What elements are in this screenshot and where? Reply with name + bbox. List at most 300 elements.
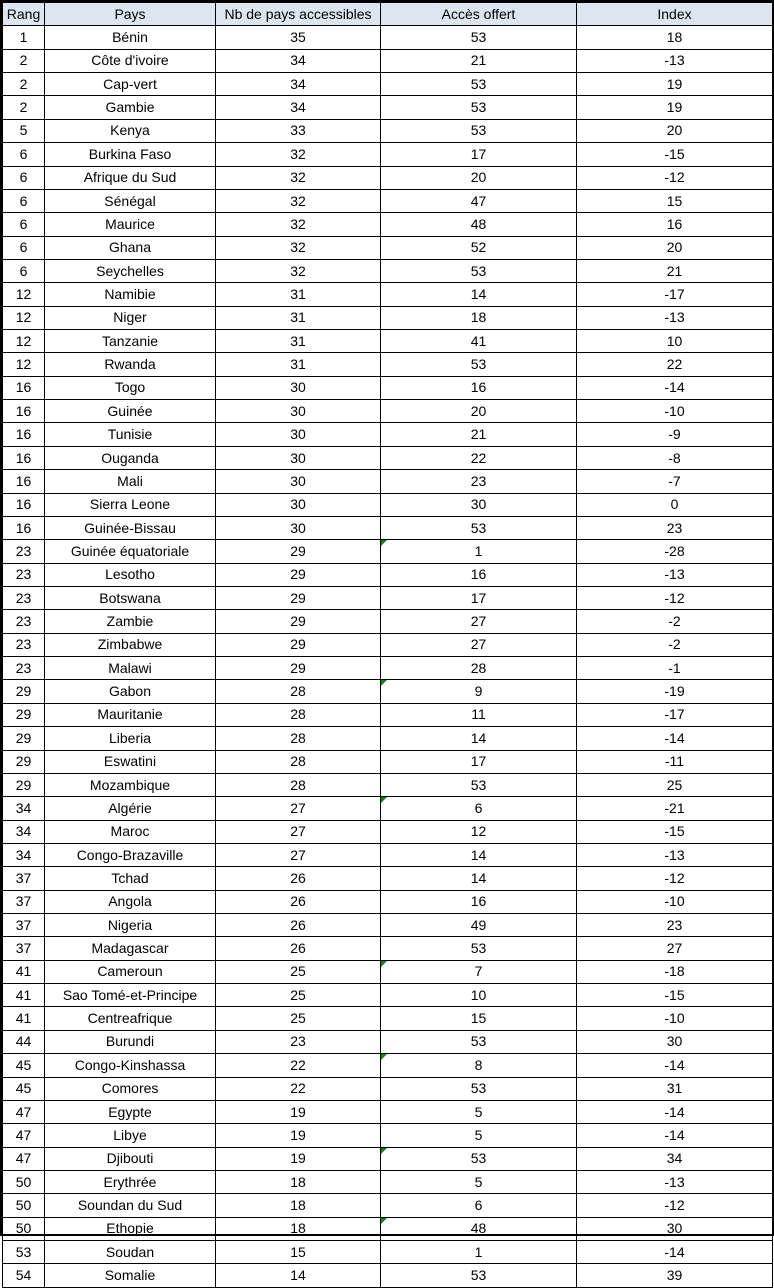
cell-nb-pays-accessibles[interactable]: 27: [216, 820, 381, 843]
cell-index[interactable]: 21: [577, 259, 773, 282]
cell-index[interactable]: -8: [577, 446, 773, 469]
cell-acces-offert[interactable]: 41: [381, 330, 577, 353]
cell-index[interactable]: -1: [577, 657, 773, 680]
cell-acces-offert[interactable]: 16: [381, 890, 577, 913]
cell-nb-pays-accessibles[interactable]: 19: [216, 1100, 381, 1123]
table-row: [3, 563, 773, 586]
cell-rang[interactable]: 6: [3, 189, 45, 212]
header-rang[interactable]: Rang: [3, 3, 45, 26]
cell-rang[interactable]: 6: [3, 236, 45, 259]
cell-index[interactable]: -2: [577, 633, 773, 656]
cell-pays[interactable]: Mozambique: [45, 773, 216, 796]
cell-rang[interactable]: 6: [3, 213, 45, 236]
cell-pays[interactable]: Ghana: [45, 236, 216, 259]
cell-nb-pays-accessibles[interactable]: 32: [216, 166, 381, 189]
cell-pays[interactable]: Nigeria: [45, 914, 216, 937]
cell-acces-offert[interactable]: 5: [381, 1124, 577, 1147]
cell-rang[interactable]: 23: [3, 657, 45, 680]
cell-nb-pays-accessibles[interactable]: 28: [216, 750, 381, 773]
cell-rang[interactable]: 16: [3, 423, 45, 446]
table-row: [3, 1124, 773, 1147]
cell-pays[interactable]: Guinée équatoriale: [45, 540, 216, 563]
cell-nb-pays-accessibles[interactable]: 29: [216, 657, 381, 680]
cell-nb-pays-accessibles[interactable]: 30: [216, 516, 381, 539]
cell-acces-offert[interactable]: 7: [381, 960, 577, 983]
cell-acces-offert[interactable]: 53: [381, 1264, 577, 1287]
table-row: [3, 680, 773, 703]
cell-nb-pays-accessibles[interactable]: 31: [216, 330, 381, 353]
cell-pays[interactable]: Tchad: [45, 867, 216, 890]
cell-acces-offert[interactable]: 27: [381, 610, 577, 633]
table-row: [3, 353, 773, 376]
table-row: [3, 843, 773, 866]
cell-rang[interactable]: 37: [3, 914, 45, 937]
cell-pays[interactable]: Centreafrique: [45, 1007, 216, 1030]
cell-rang[interactable]: 5: [3, 119, 45, 142]
cell-pays[interactable]: Ouganda: [45, 446, 216, 469]
cell-rang[interactable]: 6: [3, 143, 45, 166]
cell-pays[interactable]: Niger: [45, 306, 216, 329]
cell-acces-offert[interactable]: 52: [381, 236, 577, 259]
cell-acces-offert[interactable]: 6: [381, 1194, 577, 1217]
cell-pays[interactable]: Namibie: [45, 283, 216, 306]
cell-acces-offert[interactable]: 47: [381, 189, 577, 212]
cell-nb-pays-accessibles[interactable]: 28: [216, 680, 381, 703]
cell-nb-pays-accessibles[interactable]: 32: [216, 143, 381, 166]
cell-pays[interactable]: Seychelles: [45, 259, 216, 282]
table-row: [3, 516, 773, 539]
cell-rang[interactable]: 44: [3, 1030, 45, 1053]
cell-nb-pays-accessibles[interactable]: 23: [216, 1030, 381, 1053]
cell-index[interactable]: -15: [577, 143, 773, 166]
cell-nb-pays-accessibles[interactable]: 26: [216, 937, 381, 960]
table-row: [3, 750, 773, 773]
cell-acces-offert[interactable]: 21: [381, 423, 577, 446]
cell-nb-pays-accessibles[interactable]: 30: [216, 493, 381, 516]
cell-acces-offert[interactable]: 5: [381, 1100, 577, 1123]
cell-pays[interactable]: Sao Tomé-et-Principe: [45, 984, 216, 1007]
header-row: [3, 3, 773, 26]
cell-acces-offert[interactable]: 53: [381, 96, 577, 119]
cell-nb-pays-accessibles[interactable]: 29: [216, 633, 381, 656]
cell-index[interactable]: -28: [577, 540, 773, 563]
cell-nb-pays-accessibles[interactable]: 27: [216, 843, 381, 866]
cell-rang[interactable]: 23: [3, 633, 45, 656]
cell-nb-pays-accessibles[interactable]: 26: [216, 914, 381, 937]
cell-nb-pays-accessibles[interactable]: 29: [216, 563, 381, 586]
cell-nb-pays-accessibles[interactable]: 34: [216, 49, 381, 72]
cell-index[interactable]: 30: [577, 1030, 773, 1053]
cell-nb-pays-accessibles[interactable]: 35: [216, 26, 381, 49]
cell-rang[interactable]: 47: [3, 1100, 45, 1123]
cell-rang[interactable]: 23: [3, 586, 45, 609]
cell-index[interactable]: 10: [577, 330, 773, 353]
cell-index[interactable]: -9: [577, 423, 773, 446]
cell-rang[interactable]: 2: [3, 49, 45, 72]
cell-rang[interactable]: 53: [3, 1241, 45, 1264]
cell-acces-offert[interactable]: 53: [381, 73, 577, 96]
cell-index[interactable]: -2: [577, 610, 773, 633]
cell-acces-offert[interactable]: 17: [381, 143, 577, 166]
cell-acces-offert[interactable]: 53: [381, 26, 577, 49]
cell-rang[interactable]: 34: [3, 820, 45, 843]
cell-acces-offert[interactable]: 5: [381, 1170, 577, 1193]
cell-rang[interactable]: 23: [3, 540, 45, 563]
header-pays[interactable]: Pays: [45, 3, 216, 26]
cell-nb-pays-accessibles[interactable]: 19: [216, 1147, 381, 1170]
cell-pays[interactable]: Maroc: [45, 820, 216, 843]
cell-acces-offert[interactable]: 21: [381, 49, 577, 72]
cell-rang[interactable]: 16: [3, 493, 45, 516]
cell-index[interactable]: -14: [577, 376, 773, 399]
cell-acces-offert[interactable]: 1: [381, 540, 577, 563]
cell-rang[interactable]: 2: [3, 96, 45, 119]
cell-rang[interactable]: 16: [3, 376, 45, 399]
cell-index[interactable]: -13: [577, 49, 773, 72]
cell-index[interactable]: -15: [577, 820, 773, 843]
cell-pays[interactable]: Ethopie: [45, 1217, 216, 1240]
cell-note-indicator-icon[interactable]: [381, 1218, 387, 1224]
cell-pays[interactable]: Egypte: [45, 1100, 216, 1123]
cell-index[interactable]: -15: [577, 984, 773, 1007]
cell-acces-offert[interactable]: 53: [381, 1077, 577, 1100]
cell-pays[interactable]: Comores: [45, 1077, 216, 1100]
cell-index[interactable]: 20: [577, 236, 773, 259]
cell-index[interactable]: 0: [577, 493, 773, 516]
cell-note-indicator-icon[interactable]: [381, 540, 387, 546]
cell-acces-offert[interactable]: 14: [381, 867, 577, 890]
cell-index[interactable]: -12: [577, 867, 773, 890]
cell-pays[interactable]: Soudan: [45, 1241, 216, 1264]
cell-nb-pays-accessibles[interactable]: 31: [216, 283, 381, 306]
cell-rang[interactable]: 45: [3, 1054, 45, 1077]
cell-index[interactable]: 34: [577, 1147, 773, 1170]
cell-index[interactable]: -12: [577, 166, 773, 189]
cell-index[interactable]: -13: [577, 563, 773, 586]
cell-pays[interactable]: Tunisie: [45, 423, 216, 446]
cell-acces-offert[interactable]: 53: [381, 937, 577, 960]
cell-index[interactable]: -14: [577, 1124, 773, 1147]
cell-rang[interactable]: 2: [3, 73, 45, 96]
cell-acces-offert[interactable]: 12: [381, 820, 577, 843]
cell-nb-pays-accessibles[interactable]: 30: [216, 376, 381, 399]
cell-index[interactable]: -13: [577, 843, 773, 866]
cell-rang[interactable]: 37: [3, 867, 45, 890]
cell-nb-pays-accessibles[interactable]: 18: [216, 1217, 381, 1240]
cell-index[interactable]: -11: [577, 750, 773, 773]
cell-rang[interactable]: 41: [3, 1007, 45, 1030]
cell-index[interactable]: -10: [577, 1007, 773, 1030]
cell-index[interactable]: 19: [577, 73, 773, 96]
cell-pays[interactable]: Afrique du Sud: [45, 166, 216, 189]
cell-acces-offert[interactable]: 53: [381, 516, 577, 539]
cell-pays[interactable]: Congo-Kinshassa: [45, 1054, 216, 1077]
cell-rang[interactable]: 12: [3, 330, 45, 353]
cell-acces-offert[interactable]: 48: [381, 213, 577, 236]
cell-nb-pays-accessibles[interactable]: 31: [216, 306, 381, 329]
cell-pays[interactable]: Algérie: [45, 797, 216, 820]
cell-rang[interactable]: 29: [3, 773, 45, 796]
cell-acces-offert[interactable]: 48: [381, 1217, 577, 1240]
cell-pays[interactable]: Maurice: [45, 213, 216, 236]
cell-acces-offert[interactable]: 23: [381, 470, 577, 493]
cell-rang[interactable]: 29: [3, 703, 45, 726]
cell-pays[interactable]: Burundi: [45, 1030, 216, 1053]
table-row: [3, 703, 773, 726]
cell-acces-offert[interactable]: 30: [381, 493, 577, 516]
cell-pays[interactable]: Bénin: [45, 26, 216, 49]
cell-acces-offert[interactable]: 14: [381, 843, 577, 866]
cell-note-indicator-icon[interactable]: [381, 797, 387, 803]
cell-pays[interactable]: Rwanda: [45, 353, 216, 376]
cell-pays[interactable]: Libye: [45, 1124, 216, 1147]
cell-acces-offert[interactable]: 15: [381, 1007, 577, 1030]
cell-nb-pays-accessibles[interactable]: 15: [216, 1241, 381, 1264]
cell-index[interactable]: 31: [577, 1077, 773, 1100]
cell-acces-offert[interactable]: 18: [381, 306, 577, 329]
cell-index[interactable]: 16: [577, 213, 773, 236]
cell-nb-pays-accessibles[interactable]: 25: [216, 984, 381, 1007]
cell-acces-offert[interactable]: 17: [381, 750, 577, 773]
cell-rang[interactable]: 50: [3, 1194, 45, 1217]
cell-pays[interactable]: Zimbabwe: [45, 633, 216, 656]
cell-nb-pays-accessibles[interactable]: 29: [216, 540, 381, 563]
cell-acces-offert[interactable]: 16: [381, 563, 577, 586]
cell-index[interactable]: -18: [577, 960, 773, 983]
cell-nb-pays-accessibles[interactable]: 27: [216, 797, 381, 820]
cell-index[interactable]: -14: [577, 1054, 773, 1077]
cell-nb-pays-accessibles[interactable]: 32: [216, 236, 381, 259]
cell-rang[interactable]: 16: [3, 470, 45, 493]
cell-rang[interactable]: 50: [3, 1217, 45, 1240]
cell-nb-pays-accessibles[interactable]: 18: [216, 1194, 381, 1217]
cell-nb-pays-accessibles[interactable]: 30: [216, 446, 381, 469]
cell-nb-pays-accessibles[interactable]: 19: [216, 1124, 381, 1147]
cell-nb-pays-accessibles[interactable]: 26: [216, 890, 381, 913]
cell-nb-pays-accessibles[interactable]: 22: [216, 1077, 381, 1100]
cell-nb-pays-accessibles[interactable]: 34: [216, 73, 381, 96]
cell-index[interactable]: -10: [577, 890, 773, 913]
cell-index[interactable]: 23: [577, 516, 773, 539]
cell-note-indicator-icon[interactable]: [381, 1148, 387, 1154]
cell-acces-offert[interactable]: 22: [381, 446, 577, 469]
cell-nb-pays-accessibles[interactable]: 14: [216, 1264, 381, 1287]
cell-nb-pays-accessibles[interactable]: 29: [216, 610, 381, 633]
cell-acces-offert[interactable]: 11: [381, 703, 577, 726]
cell-index[interactable]: -21: [577, 797, 773, 820]
cell-pays[interactable]: Erythrée: [45, 1170, 216, 1193]
cell-pays[interactable]: Soundan du Sud: [45, 1194, 216, 1217]
cell-index[interactable]: 18: [577, 26, 773, 49]
cell-index[interactable]: -19: [577, 680, 773, 703]
cell-pays[interactable]: Burkina Faso: [45, 143, 216, 166]
cell-rang[interactable]: 41: [3, 960, 45, 983]
cell-pays[interactable]: Botswana: [45, 586, 216, 609]
cell-nb-pays-accessibles[interactable]: 29: [216, 586, 381, 609]
cell-pays[interactable]: Togo: [45, 376, 216, 399]
cell-index[interactable]: -14: [577, 727, 773, 750]
cell-acces-offert[interactable]: 53: [381, 119, 577, 142]
cell-nb-pays-accessibles[interactable]: 28: [216, 703, 381, 726]
cell-acces-offert[interactable]: 28: [381, 657, 577, 680]
table-row: [3, 119, 773, 142]
cell-rang[interactable]: 23: [3, 563, 45, 586]
cell-acces-offert[interactable]: 8: [381, 1054, 577, 1077]
cell-rang[interactable]: 23: [3, 610, 45, 633]
cell-pays[interactable]: Mali: [45, 470, 216, 493]
cell-rang[interactable]: 29: [3, 680, 45, 703]
cell-index[interactable]: -14: [577, 1100, 773, 1123]
cell-nb-pays-accessibles[interactable]: 28: [216, 727, 381, 750]
cell-rang[interactable]: 34: [3, 797, 45, 820]
cell-acces-offert[interactable]: 53: [381, 773, 577, 796]
cell-index[interactable]: -12: [577, 1194, 773, 1217]
cell-index[interactable]: 22: [577, 353, 773, 376]
cell-pays[interactable]: Gabon: [45, 680, 216, 703]
cell-rang[interactable]: 12: [3, 353, 45, 376]
cell-rang[interactable]: 54: [3, 1264, 45, 1287]
cell-pays[interactable]: Lesotho: [45, 563, 216, 586]
cell-index[interactable]: 19: [577, 96, 773, 119]
table-row: [3, 540, 773, 563]
cell-pays[interactable]: Djibouti: [45, 1147, 216, 1170]
cell-pays[interactable]: Guinée: [45, 400, 216, 423]
cell-index[interactable]: -13: [577, 1170, 773, 1193]
cell-note-indicator-icon[interactable]: [381, 961, 387, 967]
cell-acces-offert[interactable]: 10: [381, 984, 577, 1007]
cell-nb-pays-accessibles[interactable]: 32: [216, 213, 381, 236]
cell-pays[interactable]: Cap-vert: [45, 73, 216, 96]
cell-rang[interactable]: 12: [3, 306, 45, 329]
header-nb-pays-accessibles[interactable]: Nb de pays accessibles: [216, 3, 381, 26]
cell-index[interactable]: -7: [577, 470, 773, 493]
cell-acces-offert[interactable]: 14: [381, 283, 577, 306]
cell-pays[interactable]: Zambie: [45, 610, 216, 633]
cell-pays[interactable]: Madagascar: [45, 937, 216, 960]
cell-rang[interactable]: 16: [3, 516, 45, 539]
cell-nb-pays-accessibles[interactable]: 25: [216, 960, 381, 983]
cell-pays[interactable]: Angola: [45, 890, 216, 913]
cell-nb-pays-accessibles[interactable]: 25: [216, 1007, 381, 1030]
cell-rang[interactable]: 16: [3, 446, 45, 469]
cell-rang[interactable]: 47: [3, 1124, 45, 1147]
cell-rang[interactable]: 29: [3, 727, 45, 750]
cell-index[interactable]: 20: [577, 119, 773, 142]
cell-rang[interactable]: 45: [3, 1077, 45, 1100]
cell-nb-pays-accessibles[interactable]: 34: [216, 96, 381, 119]
table-row: [3, 1030, 773, 1053]
cell-pays[interactable]: Congo-Brazaville: [45, 843, 216, 866]
cell-nb-pays-accessibles[interactable]: 18: [216, 1170, 381, 1193]
cell-rang[interactable]: 37: [3, 890, 45, 913]
cell-acces-offert[interactable]: 20: [381, 166, 577, 189]
cell-rang[interactable]: 47: [3, 1147, 45, 1170]
cell-index[interactable]: -10: [577, 400, 773, 423]
cell-acces-offert[interactable]: 53: [381, 353, 577, 376]
cell-index[interactable]: 23: [577, 914, 773, 937]
cell-pays[interactable]: Malawi: [45, 657, 216, 680]
cell-pays[interactable]: Gambie: [45, 96, 216, 119]
cell-acces-offert[interactable]: 53: [381, 259, 577, 282]
cell-note-indicator-icon[interactable]: [381, 1054, 387, 1060]
cell-nb-pays-accessibles[interactable]: 26: [216, 867, 381, 890]
cell-nb-pays-accessibles[interactable]: 28: [216, 773, 381, 796]
cell-rang[interactable]: 34: [3, 843, 45, 866]
cell-pays[interactable]: Sierra Leone: [45, 493, 216, 516]
cell-rang[interactable]: 37: [3, 937, 45, 960]
cell-acces-offert[interactable]: 6: [381, 797, 577, 820]
cell-rang[interactable]: 41: [3, 984, 45, 1007]
cell-pays[interactable]: Mauritanie: [45, 703, 216, 726]
cell-nb-pays-accessibles[interactable]: 30: [216, 470, 381, 493]
table-row: [3, 1100, 773, 1123]
table-row: [3, 143, 773, 166]
table-row: [3, 1217, 773, 1240]
cell-acces-offert[interactable]: 1: [381, 1241, 577, 1264]
cell-nb-pays-accessibles[interactable]: 33: [216, 119, 381, 142]
cell-rang[interactable]: 12: [3, 283, 45, 306]
cell-pays[interactable]: Liberia: [45, 727, 216, 750]
cell-index[interactable]: 15: [577, 189, 773, 212]
table-row: [3, 166, 773, 189]
cell-index[interactable]: -13: [577, 306, 773, 329]
cell-index[interactable]: 39: [577, 1264, 773, 1287]
cell-nb-pays-accessibles[interactable]: 32: [216, 189, 381, 212]
cell-pays[interactable]: Cameroun: [45, 960, 216, 983]
cell-nb-pays-accessibles[interactable]: 30: [216, 400, 381, 423]
cell-rang[interactable]: 50: [3, 1170, 45, 1193]
cell-pays[interactable]: Kenya: [45, 119, 216, 142]
cell-pays[interactable]: Somalie: [45, 1264, 216, 1287]
cell-acces-offert[interactable]: 53: [381, 1030, 577, 1053]
cell-pays[interactable]: Eswatini: [45, 750, 216, 773]
cell-acces-offert[interactable]: 16: [381, 376, 577, 399]
cell-pays[interactable]: Tanzanie: [45, 330, 216, 353]
cell-acces-offert[interactable]: 17: [381, 586, 577, 609]
cell-acces-offert[interactable]: 49: [381, 914, 577, 937]
cell-index[interactable]: 25: [577, 773, 773, 796]
cell-rang[interactable]: 29: [3, 750, 45, 773]
cell-pays[interactable]: Guinée-Bissau: [45, 516, 216, 539]
cell-acces-offert[interactable]: 53: [381, 1147, 577, 1170]
cell-index[interactable]: -17: [577, 283, 773, 306]
cell-acces-offert[interactable]: 9: [381, 680, 577, 703]
cell-index[interactable]: 30: [577, 1217, 773, 1240]
table-row: [3, 1264, 773, 1287]
cell-nb-pays-accessibles[interactable]: 30: [216, 423, 381, 446]
header-index[interactable]: Index: [577, 3, 773, 26]
cell-nb-pays-accessibles[interactable]: 31: [216, 353, 381, 376]
cell-index[interactable]: -17: [577, 703, 773, 726]
cell-index[interactable]: -14: [577, 1241, 773, 1264]
cell-nb-pays-accessibles[interactable]: 32: [216, 259, 381, 282]
cell-index[interactable]: 27: [577, 937, 773, 960]
cell-pays[interactable]: Côte d'ivoire: [45, 49, 216, 72]
cell-index[interactable]: -12: [577, 586, 773, 609]
cell-nb-pays-accessibles[interactable]: 22: [216, 1054, 381, 1077]
cell-acces-offert[interactable]: 14: [381, 727, 577, 750]
header-acces-offert[interactable]: Accès offert: [381, 3, 577, 26]
cell-rang[interactable]: 1: [3, 26, 45, 49]
cell-rang[interactable]: 16: [3, 400, 45, 423]
cell-acces-offert[interactable]: 20: [381, 400, 577, 423]
cell-rang[interactable]: 6: [3, 166, 45, 189]
table-row: [3, 446, 773, 469]
cell-pays[interactable]: Sénégal: [45, 189, 216, 212]
cell-acces-offert[interactable]: 27: [381, 633, 577, 656]
cell-rang[interactable]: 6: [3, 259, 45, 282]
cell-note-indicator-icon[interactable]: [381, 680, 387, 686]
